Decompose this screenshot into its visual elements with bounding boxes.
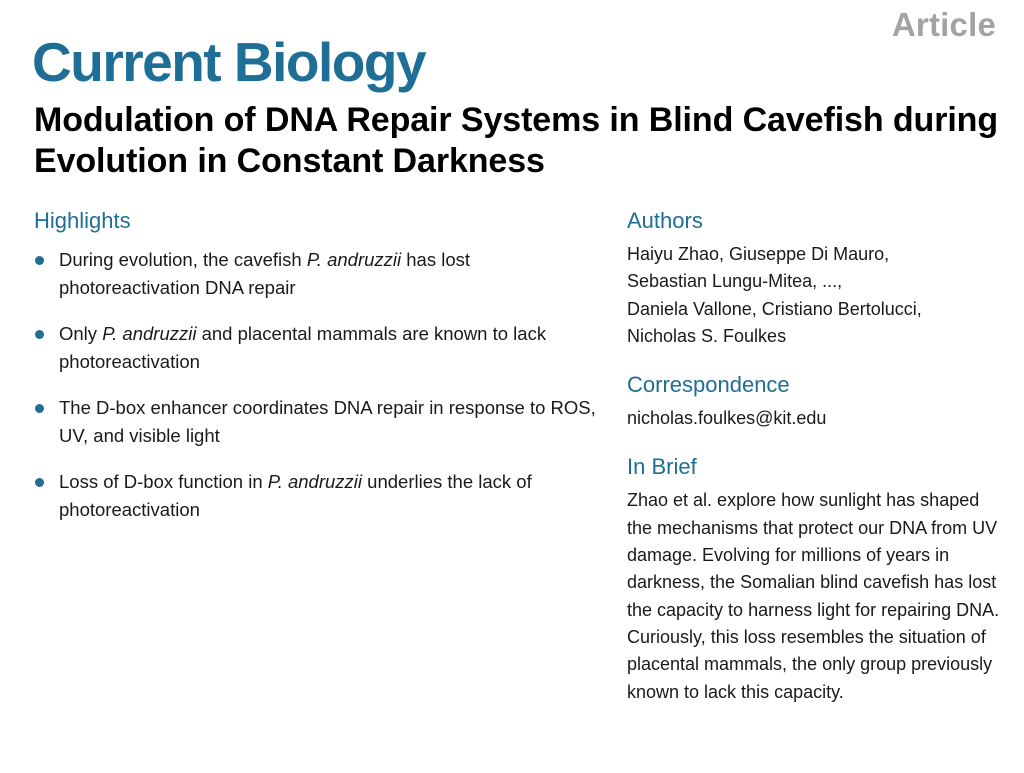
in-brief-section [627, 454, 1007, 705]
highlight-text: Loss of D-box function in [59, 471, 268, 492]
in-brief-heading: In Brief [627, 454, 697, 480]
highlight-item [34, 320, 614, 375]
species-name: P. andruzzii [267, 471, 363, 492]
highlight-text: underlies the lack of photoreactivation [59, 471, 532, 520]
correspondence-section [627, 372, 1007, 432]
sidebar [627, 208, 1007, 728]
authors-section [627, 208, 1007, 350]
highlights-section [34, 208, 614, 542]
journal-name: Current Biology [32, 31, 426, 93]
correspondence-email[interactable]: nicholas.foulkes@kit.edu [627, 408, 827, 429]
bullet-dot-icon [35, 330, 44, 339]
highlight-item [34, 394, 614, 449]
bullet-dot-icon [35, 256, 44, 265]
species-name: P. andruzzii [306, 249, 402, 270]
bullet-dot-icon [35, 404, 44, 413]
paper-title: Modulation of DNA Repair Systems in Blind Cavefish during Evolution in Constant Darkness [34, 101, 999, 180]
bullet-dot-icon [35, 478, 44, 487]
correspondence-heading: Correspondence [627, 372, 790, 398]
species-name: P. andruzzii [102, 323, 197, 344]
in-brief-text: Zhao et al. explore how sunlight has shaped the mechanisms that protect our DNA from UV damage. Evolving for millions of years in darkness, the Somalian blind cavefish has lost the capacity to harness light for repairing DNA. Curiously, this loss resembles the situation of placental mammals, the only group previously known to lack this capacity. [627, 490, 1000, 702]
highlight-text: and placental mammals are known to lack photoreactivation [59, 323, 547, 372]
highlight-item [34, 468, 614, 523]
author-line: Nicholas S. Foulkes [627, 325, 787, 346]
highlight-text: The D-box enhancer coordinates DNA repair in response to ROS, UV, and visible light [59, 397, 596, 446]
authors-list [627, 241, 1007, 350]
highlight-text: Only [59, 323, 103, 344]
highlight-text: has lost photoreactivation DNA repair [59, 249, 471, 298]
highlights-heading: Highlights [34, 208, 131, 233]
highlights-list [34, 246, 614, 523]
highlight-text: During evolution, the cavefish [59, 249, 307, 270]
author-line: Haiyu Zhao, Giuseppe Di Mauro, [627, 244, 890, 264]
author-line: Daniela Vallone, Cristiano Bertolucci, [627, 298, 922, 319]
highlight-item [34, 246, 614, 301]
author-line: Sebastian Lungu-Mitea, ..., [627, 271, 843, 292]
article-type-label: Article [891, 6, 996, 43]
authors-heading: Authors [627, 208, 703, 233]
